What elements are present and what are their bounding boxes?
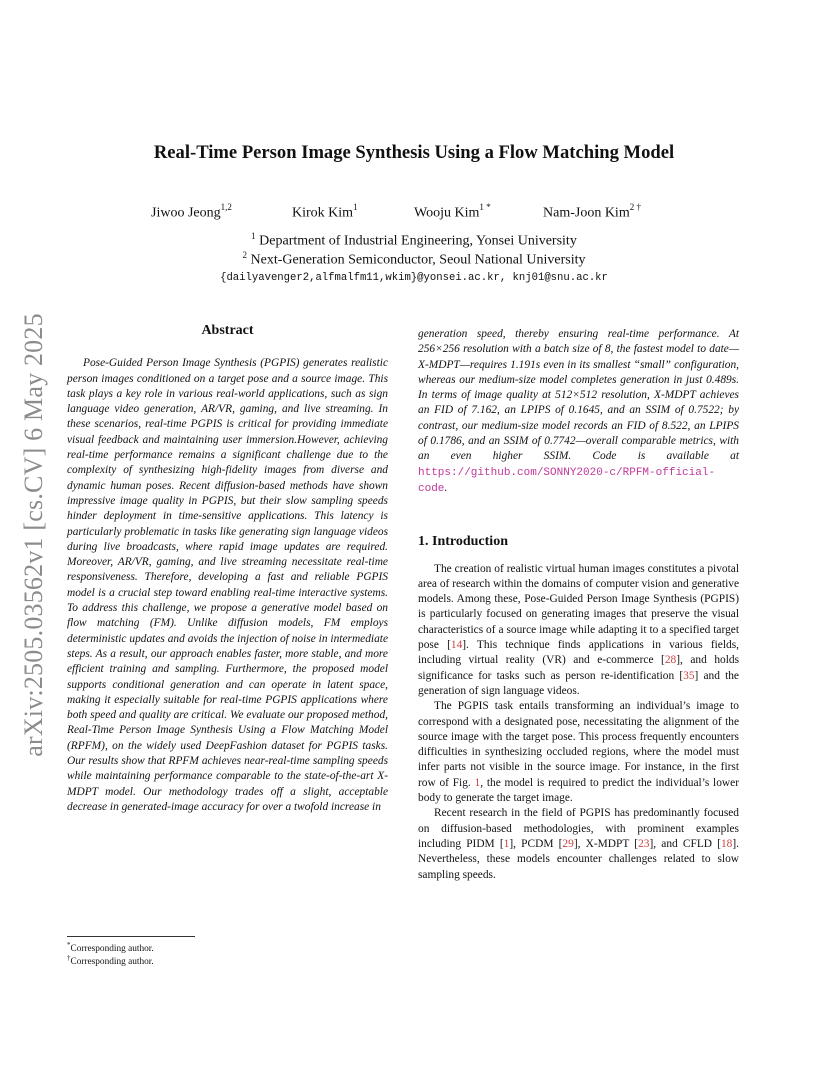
affiliation: $^1$ Department of Industrial Engineering, Yonsei University [251,231,577,249]
affiliation: $^2$ Next-Generation Semiconductor, Seoul National University [242,250,586,268]
citation-link[interactable]: 23 [638,837,650,850]
intro-paragraph: The PGPIS task entails transforming an individual’s image to correspond with a designated pose, necessitating the alignment of the source image with the target pose. This process frequently encounters difficulties in synthesizing occluded regions, where the model must infer parts not visible in the source image. For instance, in the first row of Fig. 1, the model is required to predict the individual’s lower body to generate the target image. [418,700,739,805]
citation-link[interactable]: 28 [664,654,677,667]
intro-paragraph: Recent research in the field of PGPIS has predominantly focused on diffusion-based methodologies, with prominent examples including PIDM [1], PCDM [29], X-MDPT [23], and CFLD [18]. Nevertheless, these models encounter challenges related to slow sampling speeds. [418,807,740,881]
abstract-text: Pose-Guided Person Image Synthesis (PGPIS) generates realistic person images conditioned on a target pose and a source image. This task plays a key role in various real-world applications, such as sign language video generation, AR/VR, gaming, and live streaming. In these scenarios, real-time PGPIS is critical for providing immediate visual feedback and maintaining user immersion.However, achieving real-time performance remains a significant challenge due to the complexity of synthesizing high-fidelity images from diverse and dynamic human poses. Recent diffusion-based methods have shown impressive image quality in PGPIS, but their slow sampling speeds hinder deployment in time-sensitive applications. This latency is particularly problematic in tasks like generating sign language videos during live broadcasts, where rapid image updates are required. Moreover, AR/VR, gaming, and live streaming necessitate real-time responsiveness. Therefore, developing a fast and reliable PGPIS model is a crucial step toward enabling real-time interactive systems. To address this challenge, we propose a generative model based on flow matching (FM). Unlike diffusion models, FM employs deterministic updates and avoids the injection of noise in intermediate steps. As a result, our approach enables faster, more stable, and more efficient training and sampling. Furthermore, the proposed model supports conditional generation and can operate in latent space, making it especially suitable for real-time PGPIS applications where both speed and quality are critical. We evaluate our proposed method, Real-Time Person Image Synthesis Using a Flow Matching Model (RPFM), on the widely used DeepFashion dataset for PGPIS tasks. Our results show that RPFM achieves near-real-time sampling speeds while maintaining performance comparable to the state-of-the-art X-MDPT model. Our methodology trades off a slight, acceptable decrease in generated-image accuracy for over a twofold increase in [67,357,388,813]
right-column [418,327,739,883]
citation-link[interactable]: 29 [562,837,574,850]
author: Jiwoo Jeong$^{1,2}$ [151,202,232,221]
author-list [0,203,828,223]
arxiv-sidebar-stamp [14,300,54,770]
figure-link[interactable]: 1 [474,776,481,789]
citation-link[interactable]: 18 [720,837,733,850]
code-link[interactable]: https://github.com/SONNY2020-c/RPFM-official-code [418,466,716,495]
left-column [67,323,388,815]
author: Nam-Joon Kim$^{2 \dagger}$ [543,202,641,221]
citation-link[interactable]: 35 [683,669,695,682]
author: Kirok Kim$^1$ [292,202,358,221]
citation-link[interactable]: 1 [503,837,510,850]
paper-title: Real-Time Person Image Synthesis Using a Flow Matching Model [153,142,675,163]
intro-paragraph: The creation of realistic virtual human images constitutes a pivotal area of research within the domains of computer vision and generative models. Among these, Pose-Guided Person Image Synthesis (PGPIS) is particularly focused on generating images that preserve the visual characteristics of a source image while adapting it to a specified target pose [14]. This technique finds applications in various fields, including virtual reality (VR) and e-commerce [28], and holds significance for tasks such as person re-identification [35] and the generation of sign language videos. [418,562,740,697]
abstract-heading: Abstract [201,323,254,338]
footnote: †Corresponding author. [67,954,154,968]
abstract-continuation: generation speed, thereby ensuring real-time performance. At 256×256 resolution with a batch size of 8, the fastest model to date—X-MDPT—requires 1.191s even in its smallest “small” configuration, whereas our medium-size model completes generation in just 0.489s. In terms of image quality at 512×512 resolution, X-MDPT achieves an FID of 7.162, an LPIPS of 0.1645, and an SSIM of 0.7522; by contrast, our medium-size model records an FID of 8.522, an LPIPS of 0.1786, and an SSIM of 0.7742—overall comparable metrics, with an even higher SSIM. Code is available at https://github.com/SONNY2020-c/RPFM-official-code. [418,328,739,495]
arxiv-id: arXiv:2505.03562v1 [cs.CV] 6 May 2025 [19,313,48,757]
footnote-divider [67,936,195,937]
footnote: *Corresponding author. [67,941,154,955]
section-heading: 1. Introduction [418,534,508,550]
author-emails: {dailyavenger2,alfmalfm11,wkim}@yonsei.ac.kr, knj01@snu.ac.kr [220,272,608,284]
citation-link[interactable]: 14 [450,639,463,652]
author: Wooju Kim$^{1 *}$ [414,202,491,221]
